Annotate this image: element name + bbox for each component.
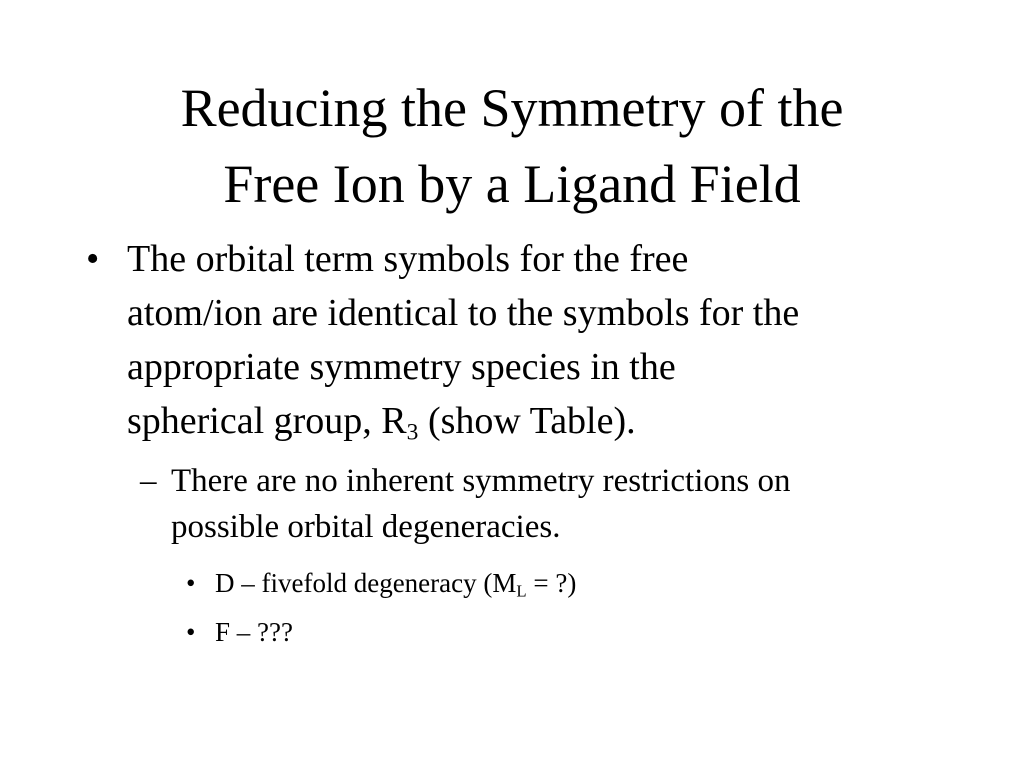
bullet-line-1: The orbital term symbols for the free xyxy=(127,238,689,280)
bullet-marker: • xyxy=(186,568,196,598)
slide-title-line-2: Free Ion by a Ligand Field xyxy=(223,154,801,214)
bullet-level-3-item xyxy=(186,563,946,603)
sub-bullet-line-1: There are no inherent symmetry restrictions on xyxy=(171,463,791,499)
subscript-l: L xyxy=(516,581,527,601)
bullet-line-4 xyxy=(127,394,946,448)
degeneracy-text: D – fivefold degeneracy (M xyxy=(215,568,517,598)
bullet-marker: • xyxy=(186,617,196,647)
slide-title-line-1: Reducing the Symmetry of the xyxy=(180,78,844,138)
sub-bullet-text xyxy=(171,458,960,550)
bullet-line-3: appropriate symmetry species in the xyxy=(127,346,676,388)
bullet-line-4-text: spherical group, R xyxy=(127,400,407,442)
bullet-level-1 xyxy=(86,232,946,448)
bullet-level-3-item xyxy=(186,612,946,652)
sub-sub-bullet-text xyxy=(215,563,946,603)
subscript-3: 3 xyxy=(406,419,419,446)
dash-marker: – xyxy=(140,463,157,499)
bullet-line-2: atom/ion are identical to the symbols for the xyxy=(127,292,800,334)
degeneracy-tail: = ?) xyxy=(526,568,577,598)
sub-bullet-line-2: possible orbital degeneracies. xyxy=(171,509,561,545)
bullet-marker: • xyxy=(86,238,100,280)
bullet-level-2 xyxy=(140,458,960,550)
bullet-text xyxy=(127,232,946,448)
bullet-line-4-tail: (show Table). xyxy=(418,400,636,442)
sub-sub-bullet-text: F – ??? xyxy=(215,617,293,647)
slide-title xyxy=(60,70,964,222)
